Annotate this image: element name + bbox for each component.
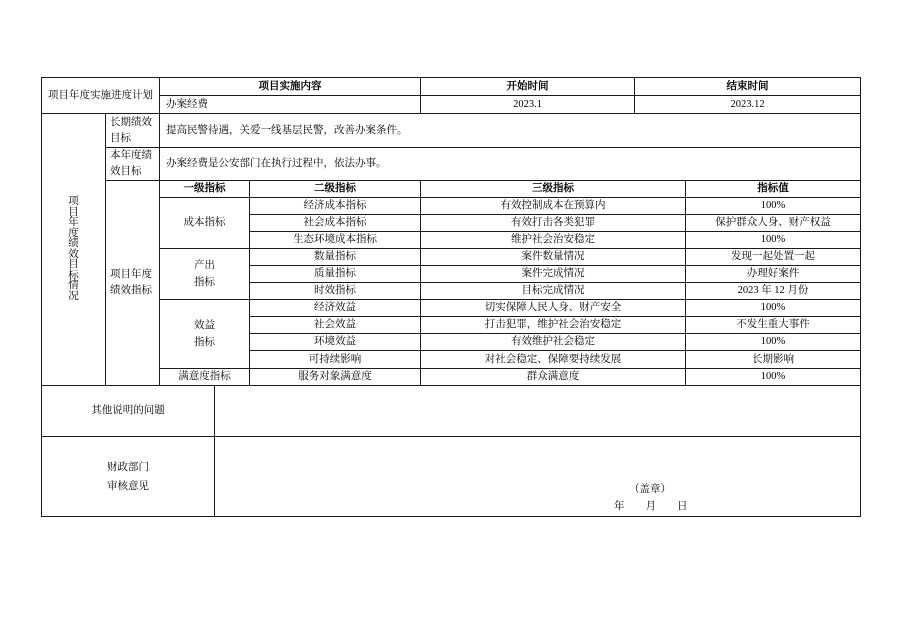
level3-indicator: 有效打击各类犯罪 — [420, 214, 686, 232]
level1-indicator: 满意度指标 — [159, 368, 250, 386]
level2-indicator: 时效指标 — [249, 282, 421, 300]
indicator-value: 100% — [685, 368, 861, 386]
annual-target-text: 办案经费是公安部门在执行过程中，依法办事。 — [159, 147, 861, 181]
level2-indicator: 环境效益 — [249, 333, 421, 351]
indicator-value: 办理好案件 — [685, 265, 861, 283]
header-value: 指标值 — [685, 180, 861, 198]
level2-indicator: 经济成本指标 — [249, 197, 421, 215]
indicator-value: 长期影响 — [685, 350, 861, 369]
level2-indicator: 质量指标 — [249, 265, 421, 283]
indicator-value: 100% — [685, 299, 861, 317]
plan-header-start: 开始时间 — [420, 77, 635, 96]
header-level2: 二级指标 — [249, 180, 421, 198]
level2-indicator: 经济效益 — [249, 299, 421, 317]
plan-row-start: 2023.1 — [420, 95, 635, 114]
level3-indicator: 案件数量情况 — [420, 248, 686, 266]
annual-target-label-text: 本年度绩效目标 — [110, 150, 152, 177]
level1-indicator — [159, 299, 250, 369]
indicator-value: 100% — [685, 197, 861, 215]
plan-row-content: 办案经费 — [159, 95, 421, 114]
long-term-target-label — [105, 113, 160, 148]
indicator-value: 100% — [685, 333, 861, 351]
level3-indicator: 对社会稳定、保障要持续发展 — [420, 350, 686, 369]
level3-indicator: 打击犯罪，维护社会治安稳定 — [420, 316, 686, 334]
level3-indicator: 切实保障人民人身、财产安全 — [420, 299, 686, 317]
level1-indicator-text: 效益指标 — [194, 320, 215, 348]
level3-indicator: 案件完成情况 — [420, 265, 686, 283]
finance-review-content — [214, 436, 861, 517]
level3-indicator: 维护社会治安稳定 — [420, 231, 686, 249]
level1-indicator-text: 产出指标 — [194, 260, 215, 288]
other-notes-content — [214, 385, 861, 437]
level2-indicator: 服务对象满意度 — [249, 368, 421, 386]
finance-review-label-text: 财政部门审核意见 — [107, 461, 149, 492]
plan-header-end: 结束时间 — [634, 77, 861, 96]
level2-indicator: 数量指标 — [249, 248, 421, 266]
header-level3: 三级指标 — [420, 180, 686, 198]
target-section-label — [41, 113, 106, 386]
indicator-value: 不发生重大事件 — [685, 316, 861, 334]
level2-indicator: 可持续影响 — [249, 350, 421, 369]
other-notes-label: 其他说明的问题 — [41, 385, 215, 437]
indicator-value: 2023 年 12 月份 — [685, 282, 861, 300]
indicator-value: 发现一起处置一起 — [685, 248, 861, 266]
long-term-target-text: 提高民警待遇，关爱一线基层民警，改善办案条件。 — [159, 113, 861, 148]
seal-placeholder: （盖章） — [629, 484, 671, 495]
indicator-value: 保护群众人身、财产权益 — [685, 214, 861, 232]
header-level1: 一级指标 — [159, 180, 250, 198]
plan-row-end: 2023.12 — [634, 95, 861, 114]
date-placeholder: 年 月 日 — [614, 501, 688, 512]
level3-indicator: 有效控制成本在预算内 — [420, 197, 686, 215]
annual-target-label — [105, 147, 160, 181]
level3-indicator: 有效维护社会稳定 — [420, 333, 686, 351]
indicator-section-label-text: 项目年度绩效指标 — [110, 269, 152, 296]
level1-indicator — [159, 248, 250, 300]
level3-indicator: 群众满意度 — [420, 368, 686, 386]
indicator-section-label — [105, 180, 160, 386]
level2-indicator: 生态环境成本指标 — [249, 231, 421, 249]
indicator-value: 100% — [685, 231, 861, 249]
long-term-target-label-text: 长期绩效目标 — [110, 116, 152, 144]
level2-indicator: 社会效益 — [249, 316, 421, 334]
plan-label: 项目年度实施进度计划 — [41, 77, 160, 114]
level2-indicator: 社会成本指标 — [249, 214, 421, 232]
target-section-label-text: 项目年度绩效目标情况 — [68, 196, 79, 302]
level1-indicator: 成本指标 — [159, 197, 250, 249]
level3-indicator: 目标完成情况 — [420, 282, 686, 300]
plan-header-content: 项目实施内容 — [159, 77, 421, 96]
finance-review-label — [41, 436, 215, 517]
